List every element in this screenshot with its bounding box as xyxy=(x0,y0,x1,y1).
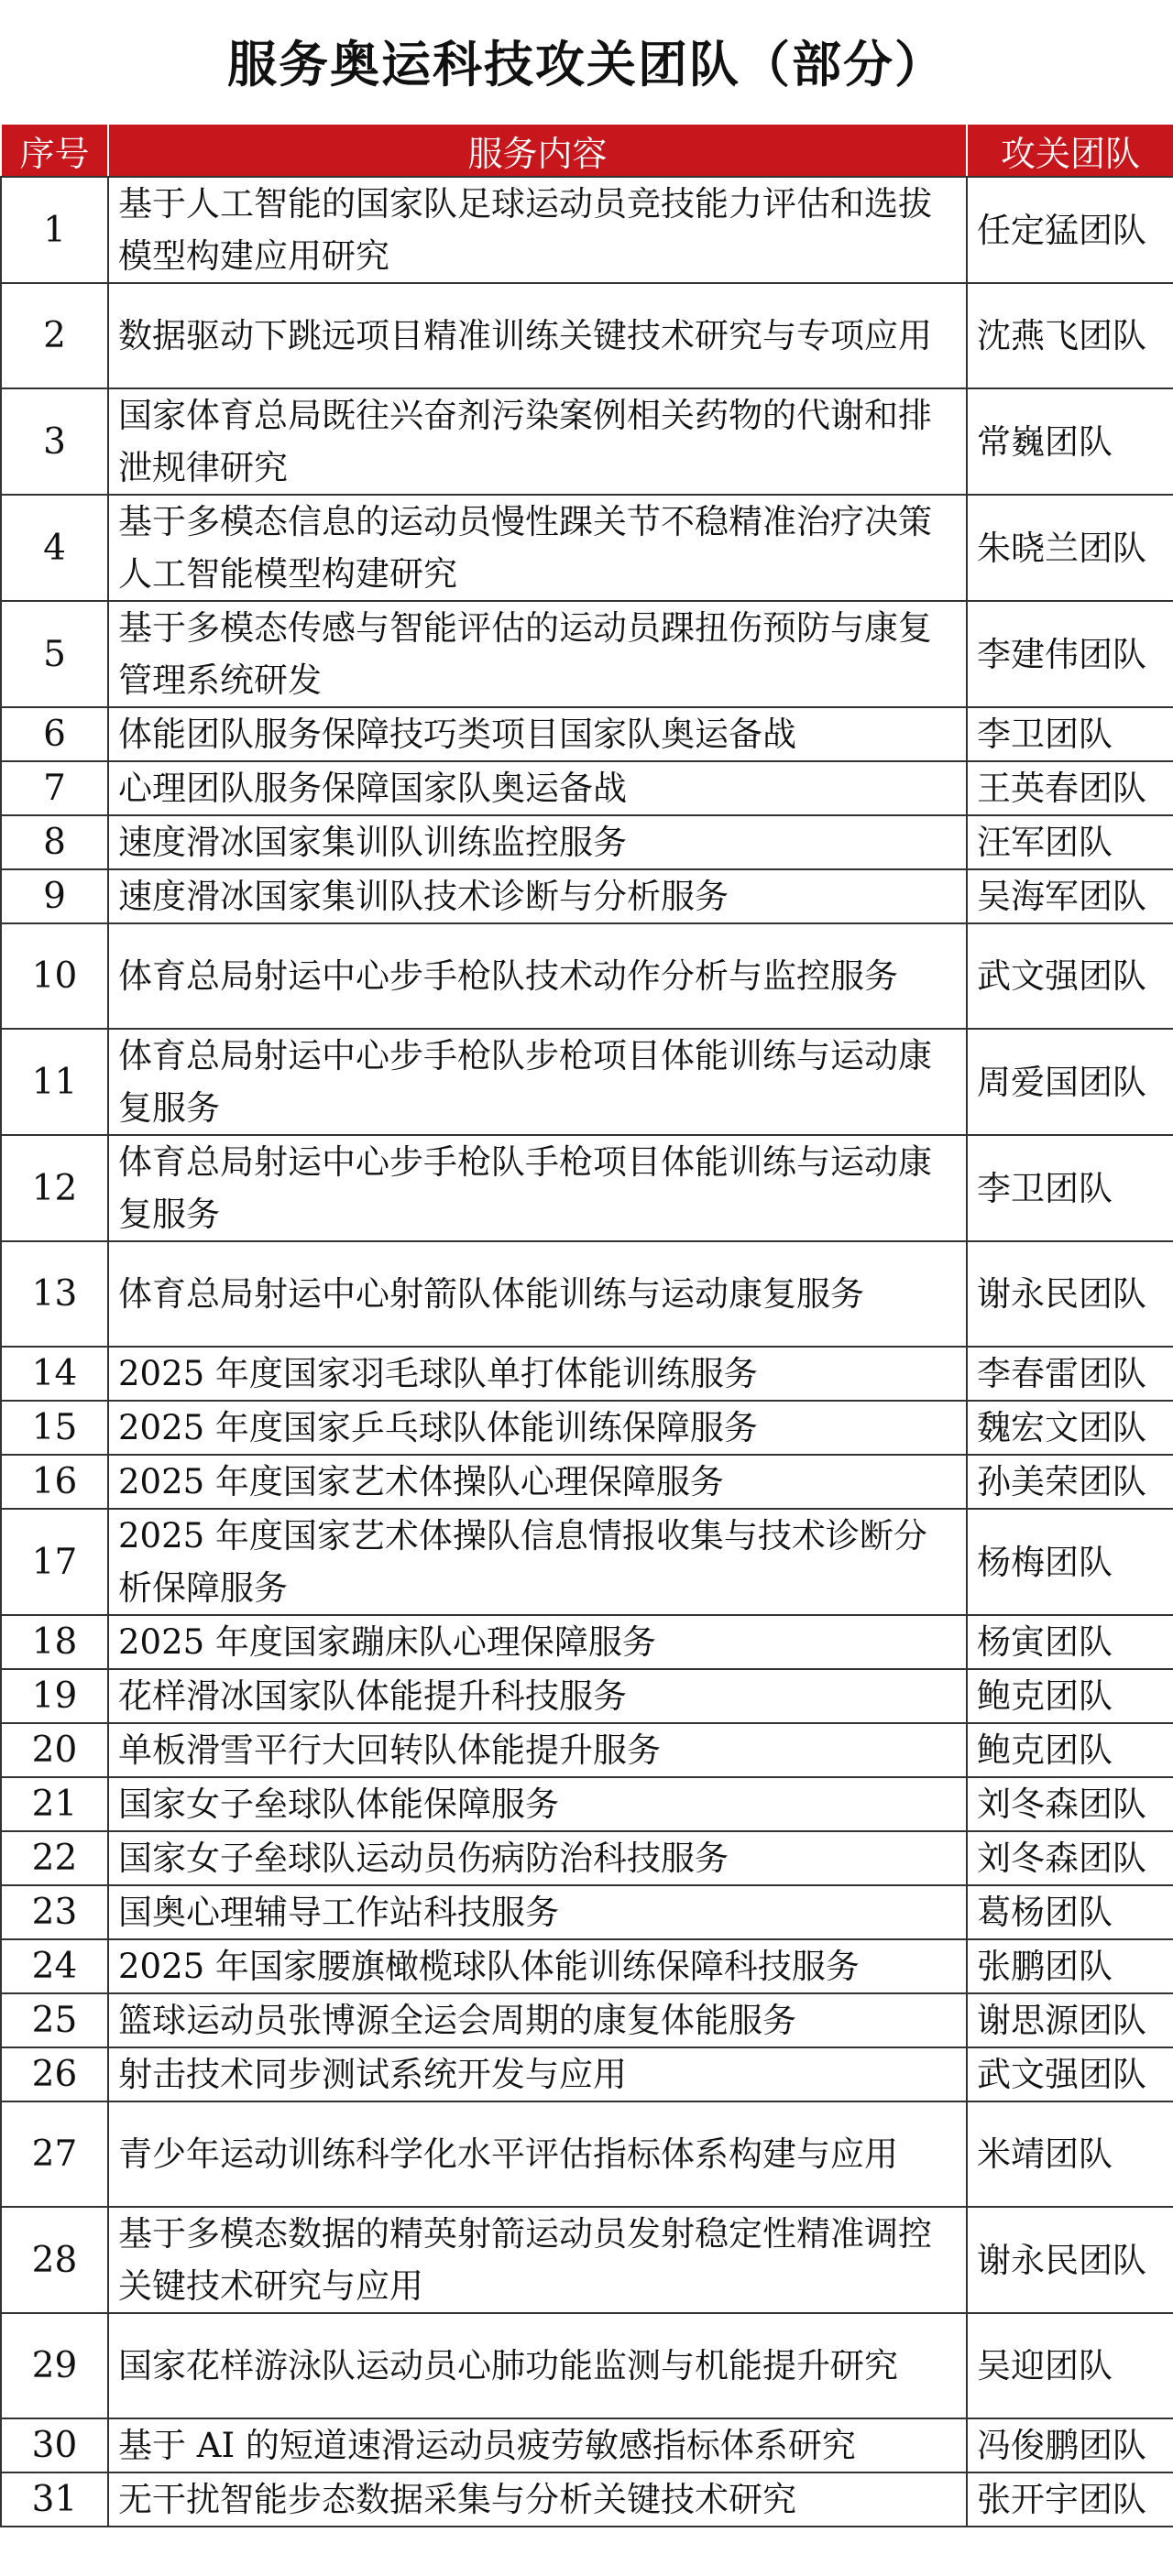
row-team: 李卫团队 xyxy=(967,1135,1173,1241)
row-number: 5 xyxy=(1,601,108,707)
table-row xyxy=(1,2207,1173,2313)
row-content: 2025 年度国家蹦床队心理保障服务 xyxy=(108,1615,967,1669)
row-number: 12 xyxy=(1,1135,108,1241)
row-content: 射击技术同步测试系统开发与应用 xyxy=(108,2047,967,2101)
row-number: 18 xyxy=(1,1615,108,1669)
row-content: 2025 年度国家乒乓球队体能训练保障服务 xyxy=(108,1401,967,1455)
table-row xyxy=(1,1135,1173,1241)
row-team: 武文强团队 xyxy=(967,923,1173,1029)
table-row xyxy=(1,1669,1173,1723)
table-row xyxy=(1,283,1173,388)
row-team: 谢思源团队 xyxy=(967,1993,1173,2047)
row-number: 27 xyxy=(1,2101,108,2207)
table-row xyxy=(1,1029,1173,1135)
table-row xyxy=(1,1885,1173,1939)
row-content: 2025 年国家腰旗橄榄球队体能训练保障科技服务 xyxy=(108,1939,967,1993)
row-number: 7 xyxy=(1,761,108,815)
table-row xyxy=(1,388,1173,495)
row-number: 3 xyxy=(1,388,108,495)
table-row xyxy=(1,495,1173,601)
table-row xyxy=(1,761,1173,815)
row-number: 6 xyxy=(1,707,108,761)
page-title: 服务奥运科技攻关团队（部分） xyxy=(227,35,946,93)
row-content: 体育总局射运中心步手枪队步枪项目体能训练与运动康复服务 xyxy=(108,1029,967,1135)
row-content: 基于 AI 的短道速滑运动员疲劳敏感指标体系研究 xyxy=(108,2418,967,2472)
table-row xyxy=(1,1615,1173,1669)
row-team: 刘冬森团队 xyxy=(967,1777,1173,1831)
row-content: 篮球运动员张博源全运会周期的康复体能服务 xyxy=(108,1993,967,2047)
row-team: 米靖团队 xyxy=(967,2101,1173,2207)
header-team: 攻关团队 xyxy=(967,124,1173,177)
table-row xyxy=(1,815,1173,869)
row-team: 张开宇团队 xyxy=(967,2472,1173,2527)
row-content: 体育总局射运中心步手枪队手枪项目体能训练与运动康复服务 xyxy=(108,1135,967,1241)
row-content: 心理团队服务保障国家队奥运备战 xyxy=(108,761,967,815)
row-team: 杨寅团队 xyxy=(967,1615,1173,1669)
header-no: 序号 xyxy=(1,124,108,177)
row-content: 国家花样游泳队运动员心肺功能监测与机能提升研究 xyxy=(108,2313,967,2418)
table-row xyxy=(1,1347,1173,1401)
row-number: 17 xyxy=(1,1509,108,1615)
table-row xyxy=(1,1723,1173,1777)
row-content: 基于人工智能的国家队足球运动员竞技能力评估和选拔模型构建应用研究 xyxy=(108,177,967,283)
table-body xyxy=(1,177,1173,2527)
row-number: 23 xyxy=(1,1885,108,1939)
row-number: 19 xyxy=(1,1669,108,1723)
row-content: 基于多模态传感与智能评估的运动员踝扭伤预防与康复管理系统研发 xyxy=(108,601,967,707)
row-content: 花样滑冰国家队体能提升科技服务 xyxy=(108,1669,967,1723)
table-row xyxy=(1,1509,1173,1615)
table-row xyxy=(1,2472,1173,2527)
row-content: 体能团队服务保障技巧类项目国家队奥运备战 xyxy=(108,707,967,761)
row-team: 武文强团队 xyxy=(967,2047,1173,2101)
table-header-row xyxy=(1,124,1173,177)
row-team: 朱晓兰团队 xyxy=(967,495,1173,601)
row-content: 2025 年度国家羽毛球队单打体能训练服务 xyxy=(108,1347,967,1401)
row-content: 体育总局射运中心步手枪队技术动作分析与监控服务 xyxy=(108,923,967,1029)
table-row xyxy=(1,923,1173,1029)
row-number: 31 xyxy=(1,2472,108,2527)
row-number: 22 xyxy=(1,1831,108,1885)
row-content: 基于多模态信息的运动员慢性踝关节不稳精准治疗决策人工智能模型构建研究 xyxy=(108,495,967,601)
table-row xyxy=(1,2313,1173,2418)
row-number: 24 xyxy=(1,1939,108,1993)
row-team: 刘冬森团队 xyxy=(967,1831,1173,1885)
row-content: 国家女子垒球队运动员伤病防治科技服务 xyxy=(108,1831,967,1885)
row-team: 李卫团队 xyxy=(967,707,1173,761)
row-team: 冯俊鹏团队 xyxy=(967,2418,1173,2472)
row-team: 汪军团队 xyxy=(967,815,1173,869)
table-row xyxy=(1,2101,1173,2207)
row-number: 26 xyxy=(1,2047,108,2101)
row-team: 葛杨团队 xyxy=(967,1885,1173,1939)
row-team: 任定猛团队 xyxy=(967,177,1173,283)
row-number: 16 xyxy=(1,1455,108,1509)
row-content: 青少年运动训练科学化水平评估指标体系构建与应用 xyxy=(108,2101,967,2207)
row-number: 25 xyxy=(1,1993,108,2047)
row-number: 1 xyxy=(1,177,108,283)
row-content: 数据驱动下跳远项目精准训练关键技术研究与专项应用 xyxy=(108,283,967,388)
row-team: 谢永民团队 xyxy=(967,2207,1173,2313)
row-team: 李春雷团队 xyxy=(967,1347,1173,1401)
row-number: 28 xyxy=(1,2207,108,2313)
row-content: 基于多模态数据的精英射箭运动员发射稳定性精准调控关键技术研究与应用 xyxy=(108,2207,967,2313)
row-team: 李建伟团队 xyxy=(967,601,1173,707)
row-content: 速度滑冰国家集训队技术诊断与分析服务 xyxy=(108,869,967,923)
table-row xyxy=(1,707,1173,761)
table-row xyxy=(1,1831,1173,1885)
row-team: 谢永民团队 xyxy=(967,1241,1173,1347)
row-team: 鲍克团队 xyxy=(967,1669,1173,1723)
row-number: 11 xyxy=(1,1029,108,1135)
row-number: 30 xyxy=(1,2418,108,2472)
row-team: 吴迎团队 xyxy=(967,2313,1173,2418)
table-row xyxy=(1,2047,1173,2101)
row-team: 王英春团队 xyxy=(967,761,1173,815)
row-team: 吴海军团队 xyxy=(967,869,1173,923)
row-number: 15 xyxy=(1,1401,108,1455)
table-row xyxy=(1,1401,1173,1455)
row-number: 10 xyxy=(1,923,108,1029)
row-number: 2 xyxy=(1,283,108,388)
row-team: 魏宏文团队 xyxy=(967,1401,1173,1455)
table-row xyxy=(1,869,1173,923)
row-content: 2025 年度国家艺术体操队心理保障服务 xyxy=(108,1455,967,1509)
row-content: 速度滑冰国家集训队训练监控服务 xyxy=(108,815,967,869)
row-content: 单板滑雪平行大回转队体能提升服务 xyxy=(108,1723,967,1777)
table-row xyxy=(1,2418,1173,2472)
row-content: 无干扰智能步态数据采集与分析关键技术研究 xyxy=(108,2472,967,2527)
row-number: 13 xyxy=(1,1241,108,1347)
row-content: 国家体育总局既往兴奋剂污染案例相关药物的代谢和排泄规律研究 xyxy=(108,388,967,495)
row-team: 张鹏团队 xyxy=(967,1939,1173,1993)
row-number: 4 xyxy=(1,495,108,601)
table-row xyxy=(1,1993,1173,2047)
row-number: 20 xyxy=(1,1723,108,1777)
row-team: 孙美荣团队 xyxy=(967,1455,1173,1509)
table-row xyxy=(1,1777,1173,1831)
row-content: 体育总局射运中心射箭队体能训练与运动康复服务 xyxy=(108,1241,967,1347)
row-number: 9 xyxy=(1,869,108,923)
row-number: 21 xyxy=(1,1777,108,1831)
row-content: 国奥心理辅导工作站科技服务 xyxy=(108,1885,967,1939)
row-content: 国家女子垒球队体能保障服务 xyxy=(108,1777,967,1831)
row-number: 29 xyxy=(1,2313,108,2418)
header-content: 服务内容 xyxy=(108,124,967,177)
row-content: 2025 年度国家艺术体操队信息情报收集与技术诊断分析保障服务 xyxy=(108,1509,967,1615)
row-number: 8 xyxy=(1,815,108,869)
table-row xyxy=(1,1939,1173,1993)
teams-table xyxy=(0,123,1173,2527)
row-team: 沈燕飞团队 xyxy=(967,283,1173,388)
row-team: 鲍克团队 xyxy=(967,1723,1173,1777)
row-team: 周爱国团队 xyxy=(967,1029,1173,1135)
row-number: 14 xyxy=(1,1347,108,1401)
row-team: 杨梅团队 xyxy=(967,1509,1173,1615)
table-row xyxy=(1,1241,1173,1347)
table-row xyxy=(1,601,1173,707)
row-team: 常巍团队 xyxy=(967,388,1173,495)
table-row xyxy=(1,1455,1173,1509)
table-row xyxy=(1,177,1173,283)
